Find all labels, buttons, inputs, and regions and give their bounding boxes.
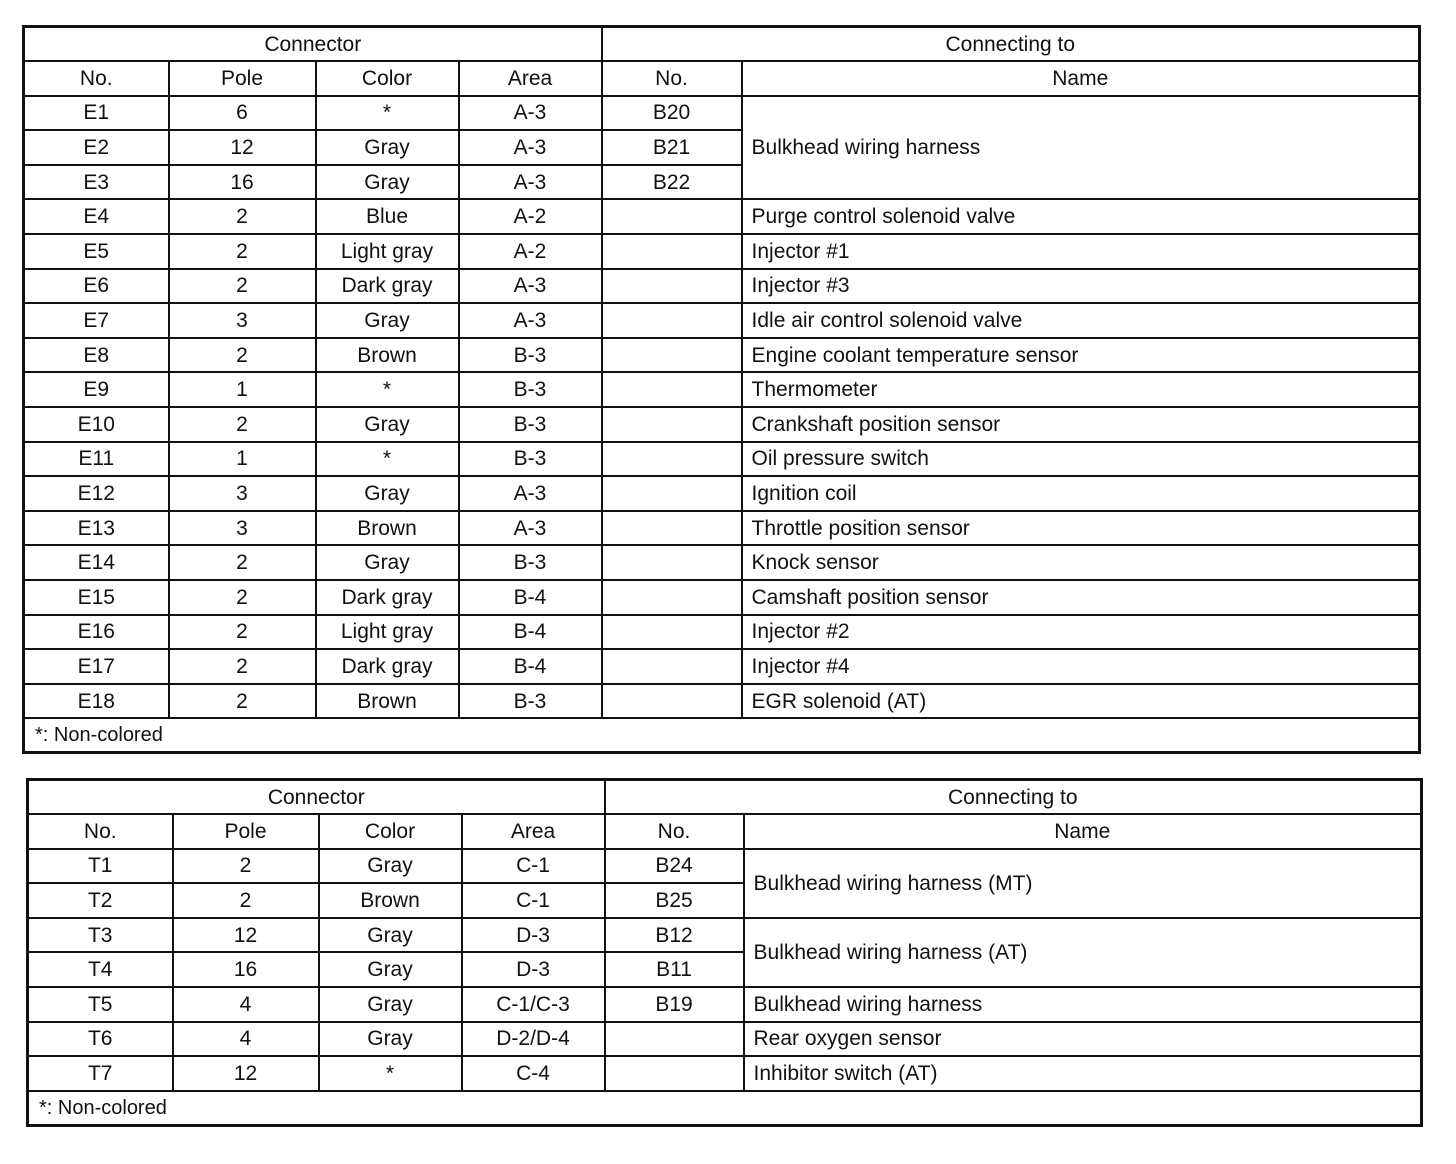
table-row: [24, 269, 1420, 304]
column-header-name: Name: [744, 814, 1422, 849]
pole-count: 4: [173, 987, 319, 1022]
table-row: [24, 407, 1420, 442]
connector-no: E15: [24, 580, 169, 615]
connecting-name: Bulkhead wiring harness (AT): [744, 918, 1422, 987]
connector-color: Gray: [316, 165, 459, 200]
connector-no: E17: [24, 649, 169, 684]
connecting-no: [602, 372, 742, 407]
pole-count: 2: [169, 199, 316, 234]
pole-count: 2: [169, 684, 316, 719]
footnote: *: Non-colored: [28, 1091, 1422, 1126]
connector-color: Gray: [319, 987, 462, 1022]
column-header-to-no: No.: [602, 61, 742, 96]
connecting-no: [605, 1056, 744, 1091]
connecting-no: [602, 442, 742, 477]
connector-no: T6: [28, 1022, 173, 1057]
connecting-no: B11: [605, 952, 744, 987]
connector-color: Brown: [316, 511, 459, 546]
connecting-no: [602, 476, 742, 511]
pole-count: 3: [169, 511, 316, 546]
connecting-name: Injector #2: [742, 615, 1420, 650]
area-code: B-3: [459, 442, 602, 477]
connector-color: Dark gray: [316, 649, 459, 684]
column-header-area: Area: [462, 814, 605, 849]
connecting-name: Knock sensor: [742, 545, 1420, 580]
area-code: A-2: [459, 234, 602, 269]
area-code: A-3: [459, 476, 602, 511]
area-code: C-1/C-3: [462, 987, 605, 1022]
connecting-name: Purge control solenoid valve: [742, 199, 1420, 234]
connector-color: Gray: [316, 303, 459, 338]
area-code: C-1: [462, 883, 605, 918]
pole-count: 2: [169, 407, 316, 442]
connecting-no: [602, 684, 742, 719]
table-row: [24, 580, 1420, 615]
connector-color: Brown: [316, 338, 459, 373]
connector-no: E2: [24, 130, 169, 165]
pole-count: 4: [173, 1022, 319, 1057]
connector-no: E7: [24, 303, 169, 338]
connecting-name: Oil pressure switch: [742, 442, 1420, 477]
table-row: [24, 96, 1420, 131]
connecting-name: Thermometer: [742, 372, 1420, 407]
connecting-no: [602, 545, 742, 580]
connector-no: T7: [28, 1056, 173, 1091]
connecting-no: [602, 303, 742, 338]
connecting-name: Rear oxygen sensor: [744, 1022, 1422, 1057]
connector-color: Blue: [316, 199, 459, 234]
pole-count: 16: [173, 952, 319, 987]
pole-count: 16: [169, 165, 316, 200]
connector-table-t: [26, 778, 1423, 1127]
connector-no: E1: [24, 96, 169, 131]
connector-color: Gray: [316, 407, 459, 442]
connector-color: Gray: [319, 849, 462, 884]
connecting-no: B21: [602, 130, 742, 165]
pole-count: 1: [169, 372, 316, 407]
table-row: [28, 849, 1422, 884]
table-row: [24, 338, 1420, 373]
pole-count: 2: [169, 234, 316, 269]
pole-count: 6: [169, 96, 316, 131]
connecting-name: EGR solenoid (AT): [742, 684, 1420, 719]
area-code: A-2: [459, 199, 602, 234]
connecting-no: [602, 199, 742, 234]
area-code: B-3: [459, 338, 602, 373]
pole-count: 2: [169, 615, 316, 650]
connecting-name: Injector #3: [742, 269, 1420, 304]
table-row: [24, 545, 1420, 580]
connecting-name: Engine coolant temperature sensor: [742, 338, 1420, 373]
connector-group-header: Connector: [24, 27, 602, 62]
connecting-name: Camshaft position sensor: [742, 580, 1420, 615]
table-row: [24, 442, 1420, 477]
connecting-name: Idle air control solenoid valve: [742, 303, 1420, 338]
connecting-no: B24: [605, 849, 744, 884]
pole-count: 12: [169, 130, 316, 165]
connecting-no: B19: [605, 987, 744, 1022]
connector-no: T5: [28, 987, 173, 1022]
column-header-pole: Pole: [173, 814, 319, 849]
connector-color: *: [316, 96, 459, 131]
connector-no: E16: [24, 615, 169, 650]
column-header-no: No.: [28, 814, 173, 849]
connecting-no: [602, 615, 742, 650]
table-row: [28, 1056, 1422, 1091]
pole-count: 2: [173, 849, 319, 884]
column-header-name: Name: [742, 61, 1420, 96]
area-code: C-4: [462, 1056, 605, 1091]
connector-color: Gray: [319, 952, 462, 987]
connector-color: Light gray: [316, 615, 459, 650]
connecting-no: [605, 1022, 744, 1057]
table-row: [24, 199, 1420, 234]
column-header-color: Color: [316, 61, 459, 96]
table-row: [24, 649, 1420, 684]
connector-color: Gray: [319, 1022, 462, 1057]
column-header-color: Color: [319, 814, 462, 849]
connector-no: E8: [24, 338, 169, 373]
connector-table-e: [22, 25, 1421, 754]
connector-color: Light gray: [316, 234, 459, 269]
connector-no: E6: [24, 269, 169, 304]
area-code: A-3: [459, 269, 602, 304]
connecting-no: [602, 649, 742, 684]
connector-no: E5: [24, 234, 169, 269]
area-code: A-3: [459, 511, 602, 546]
connecting-name: Injector #1: [742, 234, 1420, 269]
footnote: *: Non-colored: [24, 718, 1420, 753]
connector-no: T4: [28, 952, 173, 987]
table-row: [24, 615, 1420, 650]
table-row: [24, 476, 1420, 511]
connector-color: *: [316, 442, 459, 477]
area-code: A-3: [459, 303, 602, 338]
connector-color: Gray: [316, 130, 459, 165]
pole-count: 1: [169, 442, 316, 477]
area-code: D-3: [462, 918, 605, 953]
table-row: [24, 684, 1420, 719]
area-code: A-3: [459, 165, 602, 200]
connecting-to-group-header: Connecting to: [602, 27, 1420, 62]
connector-color: Brown: [319, 883, 462, 918]
area-code: B-3: [459, 545, 602, 580]
connecting-name: Injector #4: [742, 649, 1420, 684]
connecting-no: B25: [605, 883, 744, 918]
connector-no: E9: [24, 372, 169, 407]
connector-no: T2: [28, 883, 173, 918]
table-row: [28, 1022, 1422, 1057]
connector-no: E4: [24, 199, 169, 234]
connecting-no: [602, 407, 742, 442]
connector-no: E13: [24, 511, 169, 546]
area-code: A-3: [459, 96, 602, 131]
connector-no: E10: [24, 407, 169, 442]
pole-count: 12: [173, 1056, 319, 1091]
connecting-to-group-header: Connecting to: [605, 780, 1422, 815]
area-code: B-3: [459, 407, 602, 442]
table-row: [24, 303, 1420, 338]
column-header-pole: Pole: [169, 61, 316, 96]
pole-count: 2: [173, 883, 319, 918]
pole-count: 2: [169, 649, 316, 684]
column-header-to-no: No.: [605, 814, 744, 849]
connector-color: Dark gray: [316, 269, 459, 304]
connecting-name: Inhibitor switch (AT): [744, 1056, 1422, 1091]
area-code: C-1: [462, 849, 605, 884]
connecting-no: B22: [602, 165, 742, 200]
connector-no: E12: [24, 476, 169, 511]
pole-count: 2: [169, 580, 316, 615]
connector-color: Brown: [316, 684, 459, 719]
connecting-no: [602, 338, 742, 373]
connecting-no: [602, 580, 742, 615]
connecting-name: Bulkhead wiring harness: [742, 96, 1420, 200]
pole-count: 2: [169, 338, 316, 373]
connecting-name: Ignition coil: [742, 476, 1420, 511]
area-code: D-2/D-4: [462, 1022, 605, 1057]
connector-no: E11: [24, 442, 169, 477]
table-row: [24, 372, 1420, 407]
connector-color: Dark gray: [316, 580, 459, 615]
area-code: B-3: [459, 684, 602, 719]
connector-color: Gray: [319, 918, 462, 953]
connector-no: E14: [24, 545, 169, 580]
column-header-area: Area: [459, 61, 602, 96]
connecting-no: B12: [605, 918, 744, 953]
connector-color: Gray: [316, 545, 459, 580]
pole-count: 2: [169, 269, 316, 304]
table-row: [24, 511, 1420, 546]
table-row: [28, 918, 1422, 953]
connecting-name: Bulkhead wiring harness: [744, 987, 1422, 1022]
area-code: A-3: [459, 130, 602, 165]
pole-count: 2: [169, 545, 316, 580]
pole-count: 3: [169, 476, 316, 511]
connector-no: T3: [28, 918, 173, 953]
pole-count: 3: [169, 303, 316, 338]
column-header-no: No.: [24, 61, 169, 96]
connecting-no: B20: [602, 96, 742, 131]
connector-group-header: Connector: [28, 780, 605, 815]
connecting-no: [602, 511, 742, 546]
connector-color: Gray: [316, 476, 459, 511]
connector-color: *: [316, 372, 459, 407]
area-code: B-4: [459, 580, 602, 615]
connector-no: E18: [24, 684, 169, 719]
connecting-name: Crankshaft position sensor: [742, 407, 1420, 442]
table-row: [24, 234, 1420, 269]
table-row: [28, 987, 1422, 1022]
connector-no: E3: [24, 165, 169, 200]
area-code: D-3: [462, 952, 605, 987]
area-code: B-4: [459, 615, 602, 650]
connecting-name: Throttle position sensor: [742, 511, 1420, 546]
connector-no: T1: [28, 849, 173, 884]
pole-count: 12: [173, 918, 319, 953]
connecting-no: [602, 269, 742, 304]
area-code: B-4: [459, 649, 602, 684]
connecting-no: [602, 234, 742, 269]
connector-color: *: [319, 1056, 462, 1091]
connecting-name: Bulkhead wiring harness (MT): [744, 849, 1422, 918]
area-code: B-3: [459, 372, 602, 407]
